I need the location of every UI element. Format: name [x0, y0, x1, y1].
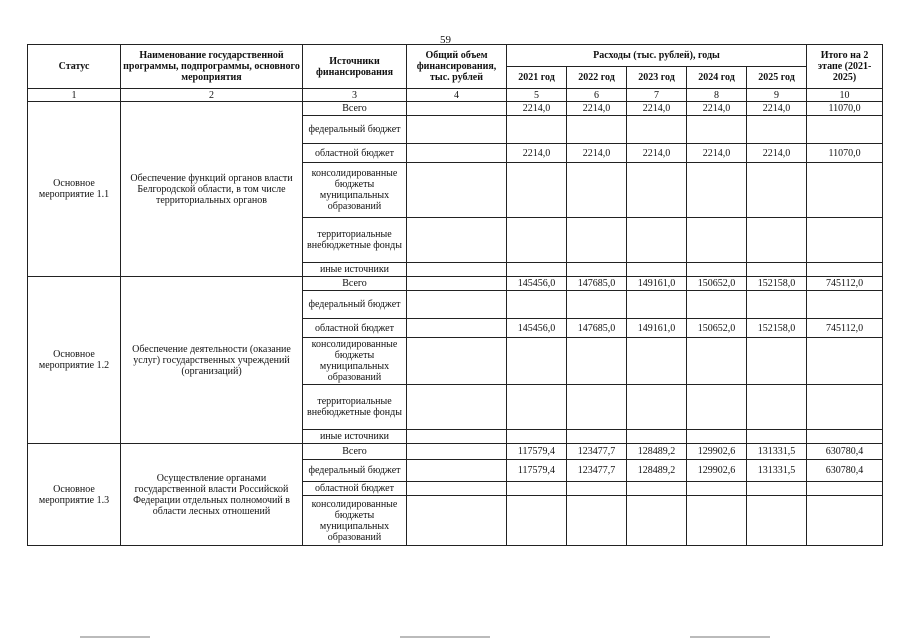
year-value-cell	[687, 430, 747, 444]
year-value-cell: 2214,0	[567, 144, 627, 163]
source-cell: федеральный бюджет	[303, 291, 407, 319]
stage-total-cell	[807, 163, 883, 218]
table-row	[28, 277, 883, 291]
year-value-cell: 2214,0	[627, 102, 687, 116]
year-value-cell	[687, 496, 747, 546]
year-value-cell: 150652,0	[687, 277, 747, 291]
column-number: 7	[627, 89, 687, 102]
year-value-cell: 2214,0	[747, 102, 807, 116]
year-value-cell	[687, 482, 747, 496]
name-cell: Обеспечение деятельности (оказание услуг) государственных учреждений (организаций)	[121, 277, 303, 444]
year-value-cell	[627, 338, 687, 385]
year-value-cell: 145456,0	[507, 319, 567, 338]
stage-total-cell: 11070,0	[807, 144, 883, 163]
total-volume-cell	[407, 263, 507, 277]
col-header-name: Наименование государственной программы, подпрограммы, основного мероприятия	[121, 45, 303, 89]
total-volume-cell	[407, 102, 507, 116]
year-header: 2021 год	[507, 67, 567, 89]
column-number: 6	[567, 89, 627, 102]
year-value-cell	[687, 116, 747, 144]
year-value-cell	[687, 163, 747, 218]
year-value-cell	[627, 496, 687, 546]
column-number-row	[28, 89, 883, 102]
total-volume-cell	[407, 338, 507, 385]
total-volume-cell	[407, 144, 507, 163]
year-value-cell: 123477,7	[567, 460, 627, 482]
year-value-cell: 117579,4	[507, 444, 567, 460]
column-number: 8	[687, 89, 747, 102]
total-volume-cell	[407, 496, 507, 546]
year-value-cell: 131331,5	[747, 444, 807, 460]
year-value-cell	[627, 116, 687, 144]
source-cell: иные источники	[303, 430, 407, 444]
year-value-cell	[567, 482, 627, 496]
year-value-cell	[747, 430, 807, 444]
column-number: 1	[28, 89, 121, 102]
year-value-cell	[507, 218, 567, 263]
source-cell: территориальные внебюджетные фонды	[303, 218, 407, 263]
source-cell: консолидированные бюджеты муниципальных образований	[303, 163, 407, 218]
name-cell: Осуществление органами государственной власти Российской Федерации отдельных полномочий в области лесных отношений	[121, 444, 303, 546]
col-header-status: Статус	[28, 45, 121, 89]
total-volume-cell	[407, 218, 507, 263]
year-value-cell: 2214,0	[507, 102, 567, 116]
status-cell: Основное мероприятие 1.2	[28, 277, 121, 444]
year-value-cell	[507, 430, 567, 444]
year-value-cell: 2214,0	[627, 144, 687, 163]
year-value-cell	[747, 385, 807, 430]
source-cell: областной бюджет	[303, 319, 407, 338]
column-number: 10	[807, 89, 883, 102]
source-cell: федеральный бюджет	[303, 116, 407, 144]
col-header-sources: Источники финансирования	[303, 45, 407, 89]
year-value-cell: 117579,4	[507, 460, 567, 482]
year-value-cell: 147685,0	[567, 319, 627, 338]
year-value-cell	[627, 163, 687, 218]
total-volume-cell	[407, 482, 507, 496]
year-value-cell	[507, 496, 567, 546]
year-value-cell	[507, 385, 567, 430]
column-number: 2	[121, 89, 303, 102]
col-header-expenses: Расходы (тыс. рублей), годы	[507, 45, 807, 67]
year-value-cell: 128489,2	[627, 444, 687, 460]
year-value-cell	[747, 263, 807, 277]
year-value-cell	[507, 116, 567, 144]
source-cell: областной бюджет	[303, 144, 407, 163]
year-value-cell: 123477,7	[567, 444, 627, 460]
year-value-cell	[627, 385, 687, 430]
stage-total-cell: 630780,4	[807, 460, 883, 482]
year-header: 2025 год	[747, 67, 807, 89]
year-value-cell: 145456,0	[507, 277, 567, 291]
year-value-cell: 2214,0	[687, 102, 747, 116]
total-volume-cell	[407, 163, 507, 218]
source-cell: федеральный бюджет	[303, 460, 407, 482]
year-value-cell	[747, 482, 807, 496]
year-value-cell	[687, 263, 747, 277]
scan-artifact	[690, 636, 770, 638]
header-row-top	[28, 45, 883, 67]
year-value-cell	[627, 430, 687, 444]
total-volume-cell	[407, 116, 507, 144]
year-value-cell	[747, 116, 807, 144]
year-value-cell	[747, 496, 807, 546]
source-cell: Всего	[303, 444, 407, 460]
table-row	[28, 444, 883, 460]
stage-total-cell	[807, 482, 883, 496]
year-value-cell	[687, 291, 747, 319]
total-volume-cell	[407, 319, 507, 338]
year-value-cell	[567, 163, 627, 218]
year-value-cell: 147685,0	[567, 277, 627, 291]
source-cell: Всего	[303, 277, 407, 291]
column-number: 5	[507, 89, 567, 102]
year-value-cell	[567, 291, 627, 319]
year-value-cell: 150652,0	[687, 319, 747, 338]
source-cell: иные источники	[303, 263, 407, 277]
year-value-cell: 149161,0	[627, 319, 687, 338]
year-value-cell: 131331,5	[747, 460, 807, 482]
column-number: 3	[303, 89, 407, 102]
year-value-cell	[627, 218, 687, 263]
stage-total-cell: 11070,0	[807, 102, 883, 116]
scan-artifact	[80, 636, 150, 638]
year-value-cell	[507, 291, 567, 319]
year-value-cell	[507, 263, 567, 277]
total-volume-cell	[407, 444, 507, 460]
column-number: 9	[747, 89, 807, 102]
year-value-cell: 2214,0	[747, 144, 807, 163]
stage-total-cell	[807, 218, 883, 263]
stage-total-cell	[807, 430, 883, 444]
name-cell: Обеспечение функций органов власти Белгородской области, в том числе территориальных органов	[121, 102, 303, 277]
year-value-cell	[567, 385, 627, 430]
table-row	[28, 102, 883, 116]
year-value-cell	[567, 218, 627, 263]
status-cell: Основное мероприятие 1.3	[28, 444, 121, 546]
year-value-cell: 129902,6	[687, 460, 747, 482]
year-value-cell	[567, 116, 627, 144]
year-value-cell	[627, 482, 687, 496]
stage-total-cell	[807, 385, 883, 430]
stage-total-cell: 630780,4	[807, 444, 883, 460]
year-value-cell	[627, 263, 687, 277]
year-value-cell	[747, 218, 807, 263]
source-cell: Всего	[303, 102, 407, 116]
source-cell: территориальные внебюджетные фонды	[303, 385, 407, 430]
year-value-cell: 129902,6	[687, 444, 747, 460]
stage-total-cell	[807, 496, 883, 546]
col-header-total-volume: Общий объем финансирования, тыс. рублей	[407, 45, 507, 89]
status-cell: Основное мероприятие 1.1	[28, 102, 121, 277]
year-value-cell: 128489,2	[627, 460, 687, 482]
stage-total-cell: 745112,0	[807, 319, 883, 338]
year-value-cell	[627, 291, 687, 319]
year-value-cell	[687, 338, 747, 385]
year-value-cell: 152158,0	[747, 319, 807, 338]
col-header-stage-total: Итого на 2 этапе (2021-2025)	[807, 45, 883, 89]
year-header: 2024 год	[687, 67, 747, 89]
year-value-cell	[567, 496, 627, 546]
stage-total-cell	[807, 338, 883, 385]
year-value-cell	[687, 385, 747, 430]
year-header: 2022 год	[567, 67, 627, 89]
source-cell: консолидированные бюджеты муниципальных образований	[303, 338, 407, 385]
year-value-cell	[567, 263, 627, 277]
total-volume-cell	[407, 385, 507, 430]
year-header: 2023 год	[627, 67, 687, 89]
year-value-cell	[507, 163, 567, 218]
year-value-cell	[747, 163, 807, 218]
total-volume-cell	[407, 460, 507, 482]
year-value-cell	[507, 482, 567, 496]
stage-total-cell	[807, 263, 883, 277]
total-volume-cell	[407, 291, 507, 319]
year-value-cell: 2214,0	[567, 102, 627, 116]
stage-total-cell	[807, 291, 883, 319]
year-value-cell: 2214,0	[687, 144, 747, 163]
column-number: 4	[407, 89, 507, 102]
total-volume-cell	[407, 277, 507, 291]
stage-total-cell: 745112,0	[807, 277, 883, 291]
year-value-cell: 2214,0	[507, 144, 567, 163]
source-cell: областной бюджет	[303, 482, 407, 496]
year-value-cell	[507, 338, 567, 385]
scan-artifact	[400, 636, 490, 638]
year-value-cell: 152158,0	[747, 277, 807, 291]
year-value-cell	[747, 291, 807, 319]
source-cell: консолидированные бюджеты муниципальных образований	[303, 496, 407, 546]
stage-total-cell	[807, 116, 883, 144]
page-number: 59	[440, 34, 451, 46]
year-value-cell	[687, 218, 747, 263]
year-value-cell	[747, 338, 807, 385]
total-volume-cell	[407, 430, 507, 444]
year-value-cell: 149161,0	[627, 277, 687, 291]
year-value-cell	[567, 430, 627, 444]
year-value-cell	[567, 338, 627, 385]
budget-table	[27, 44, 883, 546]
